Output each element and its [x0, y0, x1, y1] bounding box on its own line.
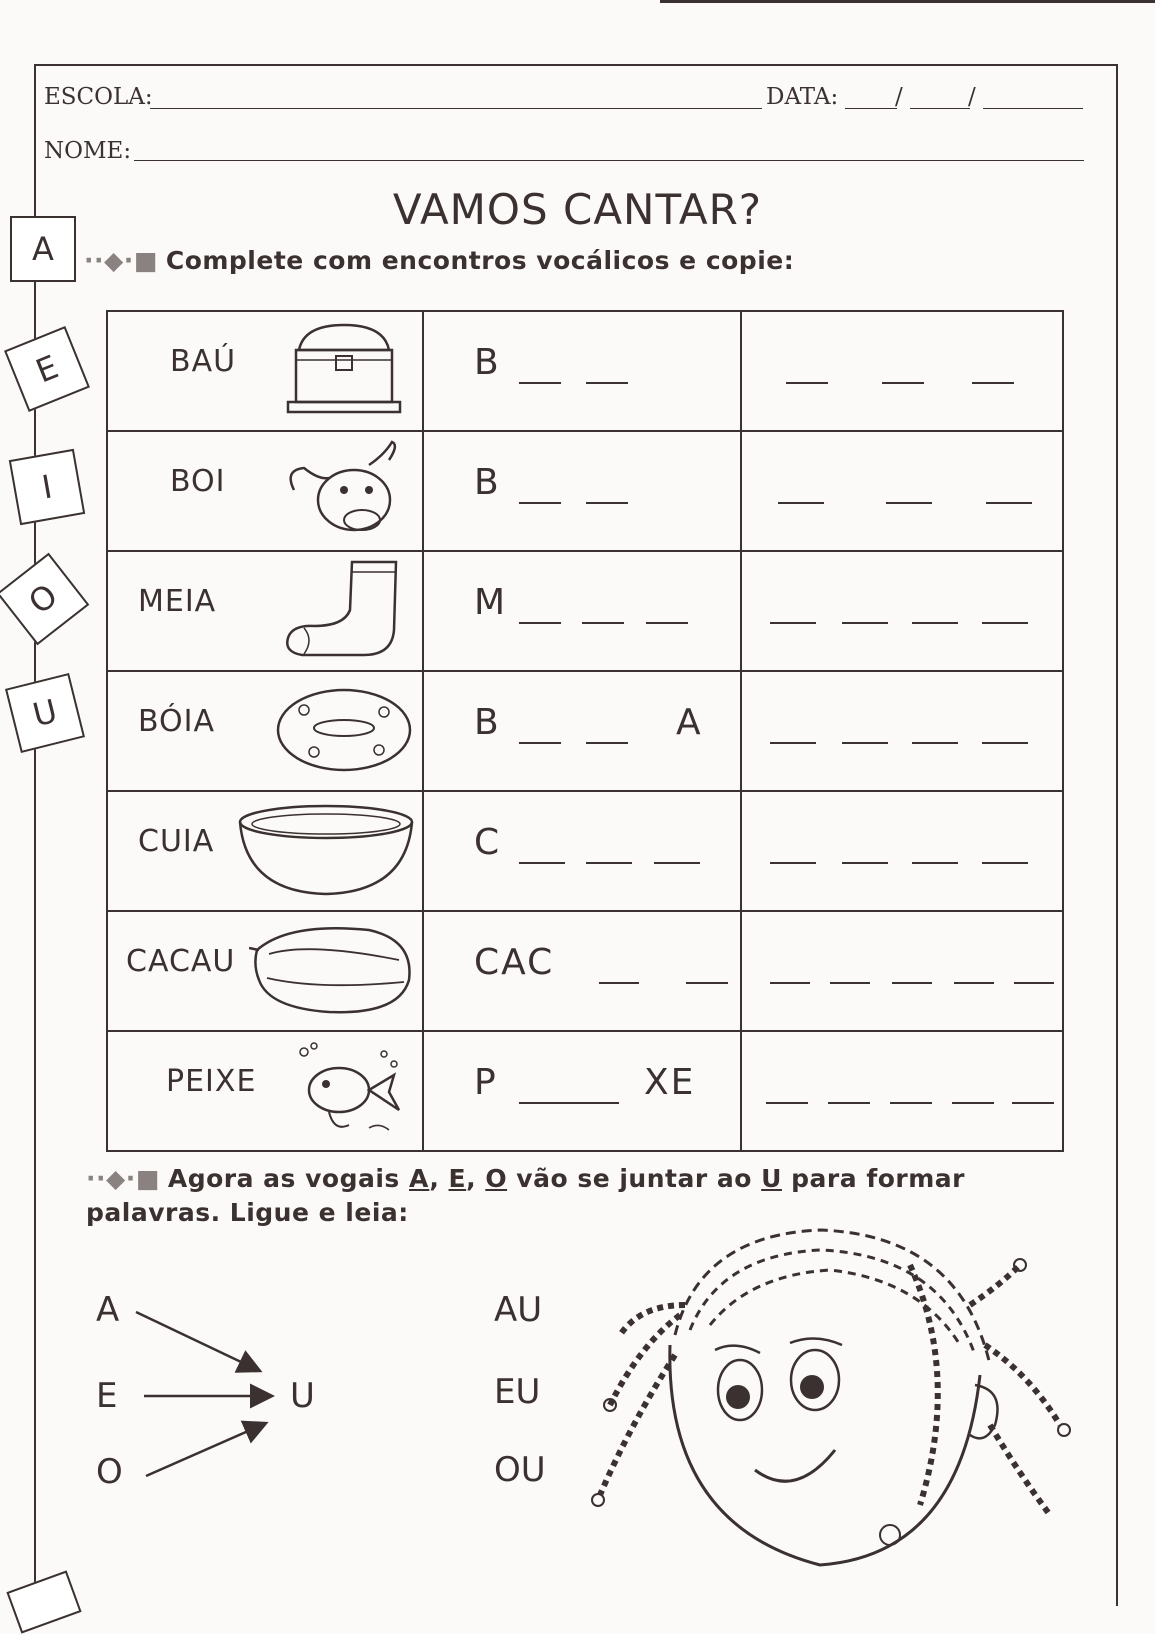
instruction-text: Complete com encontros vocálicos e copie: — [165, 246, 795, 275]
copy-line[interactable] — [986, 502, 1032, 504]
date-day-field[interactable] — [845, 108, 897, 109]
blank-line[interactable] — [519, 382, 561, 384]
word-cell — [107, 431, 423, 551]
copy-line[interactable] — [912, 862, 958, 864]
copy-cell[interactable] — [741, 1031, 1063, 1151]
copy-cell[interactable] — [741, 551, 1063, 671]
date-separator: / — [895, 84, 903, 110]
word-label: BAÚ — [170, 344, 237, 379]
copy-line[interactable] — [842, 622, 888, 624]
copy-line[interactable] — [952, 1102, 994, 1104]
table-row — [107, 431, 1063, 551]
copy-line[interactable] — [830, 982, 870, 984]
table-row — [107, 671, 1063, 791]
blank-line[interactable] — [586, 382, 628, 384]
vowel-card-partial — [6, 1570, 81, 1633]
complete-cell[interactable] — [423, 791, 741, 911]
copy-cell[interactable] — [741, 311, 1063, 431]
page-title: VAMOS CANTAR? — [392, 185, 763, 234]
bullet-icon: ··◆·■ — [84, 246, 158, 275]
vowel-card-e: E — [4, 326, 90, 412]
date-month-field[interactable] — [910, 108, 970, 109]
word-label: BOI — [170, 464, 226, 499]
girl-with-braids-illustration — [580, 1225, 1080, 1600]
vowel-card-a: A — [10, 216, 76, 282]
prompt-letters: C — [474, 822, 502, 863]
ox-icon — [274, 440, 414, 540]
copy-line[interactable] — [890, 1102, 932, 1104]
copy-cell[interactable] — [741, 431, 1063, 551]
blank-line[interactable] — [586, 862, 632, 864]
copy-line[interactable] — [1014, 982, 1054, 984]
copy-line[interactable] — [892, 982, 932, 984]
copy-line[interactable] — [770, 982, 810, 984]
word-label: PEIXE — [166, 1064, 257, 1099]
school-label: ESCOLA: — [44, 84, 153, 110]
complete-cell[interactable] — [423, 551, 741, 671]
top-edge-line — [660, 0, 1155, 3]
prompt-letters: P — [474, 1062, 498, 1103]
copy-line[interactable] — [982, 622, 1028, 624]
blank-line[interactable] — [586, 742, 628, 744]
copy-line[interactable] — [954, 982, 994, 984]
school-field[interactable] — [150, 108, 762, 109]
copy-line[interactable] — [770, 622, 816, 624]
blank-line[interactable] — [519, 502, 561, 504]
copy-line[interactable] — [842, 742, 888, 744]
copy-line[interactable] — [912, 622, 958, 624]
date-label: DATA: — [766, 84, 839, 110]
prompt-letters: CAC — [474, 942, 555, 983]
date-separator: / — [968, 84, 976, 110]
complete-cell[interactable] — [423, 431, 741, 551]
word-cell — [107, 1031, 423, 1151]
connecting-arrows — [130, 1300, 290, 1490]
prompt-letters: B — [474, 702, 501, 743]
exercise-table — [106, 310, 1064, 1152]
word-cell — [107, 551, 423, 671]
name-field[interactable] — [134, 160, 1084, 161]
copy-line[interactable] — [972, 382, 1014, 384]
vowel-a: A — [96, 1290, 120, 1330]
copy-line[interactable] — [912, 742, 958, 744]
word-cell — [107, 311, 423, 431]
vowel-u: U — [290, 1376, 315, 1416]
blank-line[interactable] — [582, 622, 624, 624]
vowel-o: O — [96, 1452, 123, 1492]
blank-line[interactable] — [654, 862, 700, 864]
copy-line[interactable] — [786, 382, 828, 384]
copy-line[interactable] — [770, 862, 816, 864]
table-row — [107, 311, 1063, 431]
vowel-card-u: U — [5, 673, 85, 753]
copy-cell[interactable] — [741, 671, 1063, 791]
blank-line[interactable] — [586, 502, 628, 504]
table-row — [107, 1031, 1063, 1151]
word-label: MEIA — [138, 584, 217, 619]
blank-line[interactable] — [599, 982, 639, 984]
instruction-complete — [84, 246, 794, 275]
blank-line[interactable] — [519, 742, 561, 744]
word-cell — [107, 791, 423, 911]
copy-line[interactable] — [982, 742, 1028, 744]
blank-line[interactable] — [519, 862, 565, 864]
complete-cell[interactable] — [423, 671, 741, 791]
copy-line[interactable] — [982, 862, 1028, 864]
word-label: CUIA — [138, 824, 215, 859]
bullet-icon: ··◆·■ — [86, 1164, 160, 1193]
copy-line[interactable] — [766, 1102, 808, 1104]
copy-line[interactable] — [882, 382, 924, 384]
copy-cell[interactable] — [741, 791, 1063, 911]
copy-line[interactable] — [886, 502, 932, 504]
date-year-field[interactable] — [983, 108, 1083, 109]
cacao-pod-icon — [249, 920, 414, 1020]
table-row — [107, 791, 1063, 911]
copy-line[interactable] — [1012, 1102, 1054, 1104]
copy-line[interactable] — [778, 502, 824, 504]
float-ring-icon — [274, 680, 414, 780]
chest-icon — [274, 320, 414, 420]
diphthong-ou: OU — [494, 1450, 546, 1490]
copy-line[interactable] — [842, 862, 888, 864]
word-cell — [107, 911, 423, 1031]
blank-line[interactable] — [519, 1102, 619, 1104]
prompt-letters: B — [474, 342, 501, 383]
complete-cell[interactable] — [423, 311, 741, 431]
vowel-card-o: O — [0, 553, 89, 646]
vowel-e: E — [96, 1376, 118, 1416]
copy-line[interactable] — [828, 1102, 870, 1104]
diphthong-eu: EU — [494, 1372, 541, 1412]
table-row — [107, 551, 1063, 671]
copy-cell[interactable] — [741, 911, 1063, 1031]
word-label: BÓIA — [138, 704, 216, 739]
sock-icon — [274, 560, 414, 660]
name-label: NOME: — [44, 138, 132, 164]
blank-line[interactable] — [519, 622, 561, 624]
instruction-connect: ··◆·■ Agora as vogais A, E, O vão se juntar ao U para formar palavras. Ligue e leia: — [86, 1164, 965, 1227]
complete-cell[interactable] — [423, 1031, 741, 1151]
vowel-card-i: I — [9, 449, 85, 525]
prompt-letters: B — [474, 462, 501, 503]
complete-cell[interactable] — [423, 911, 741, 1031]
table-row — [107, 911, 1063, 1031]
diphthong-au: AU — [494, 1290, 543, 1330]
blank-line[interactable] — [686, 982, 728, 984]
blank-line[interactable] — [646, 622, 688, 624]
bowl-icon — [236, 800, 416, 900]
copy-line[interactable] — [770, 742, 816, 744]
prompt-end-letters: A — [676, 702, 703, 743]
word-label: CACAU — [126, 944, 236, 979]
word-cell — [107, 671, 423, 791]
fish-icon — [274, 1040, 414, 1140]
prompt-end-letters: XE — [644, 1062, 696, 1103]
prompt-letters: M — [474, 582, 508, 623]
